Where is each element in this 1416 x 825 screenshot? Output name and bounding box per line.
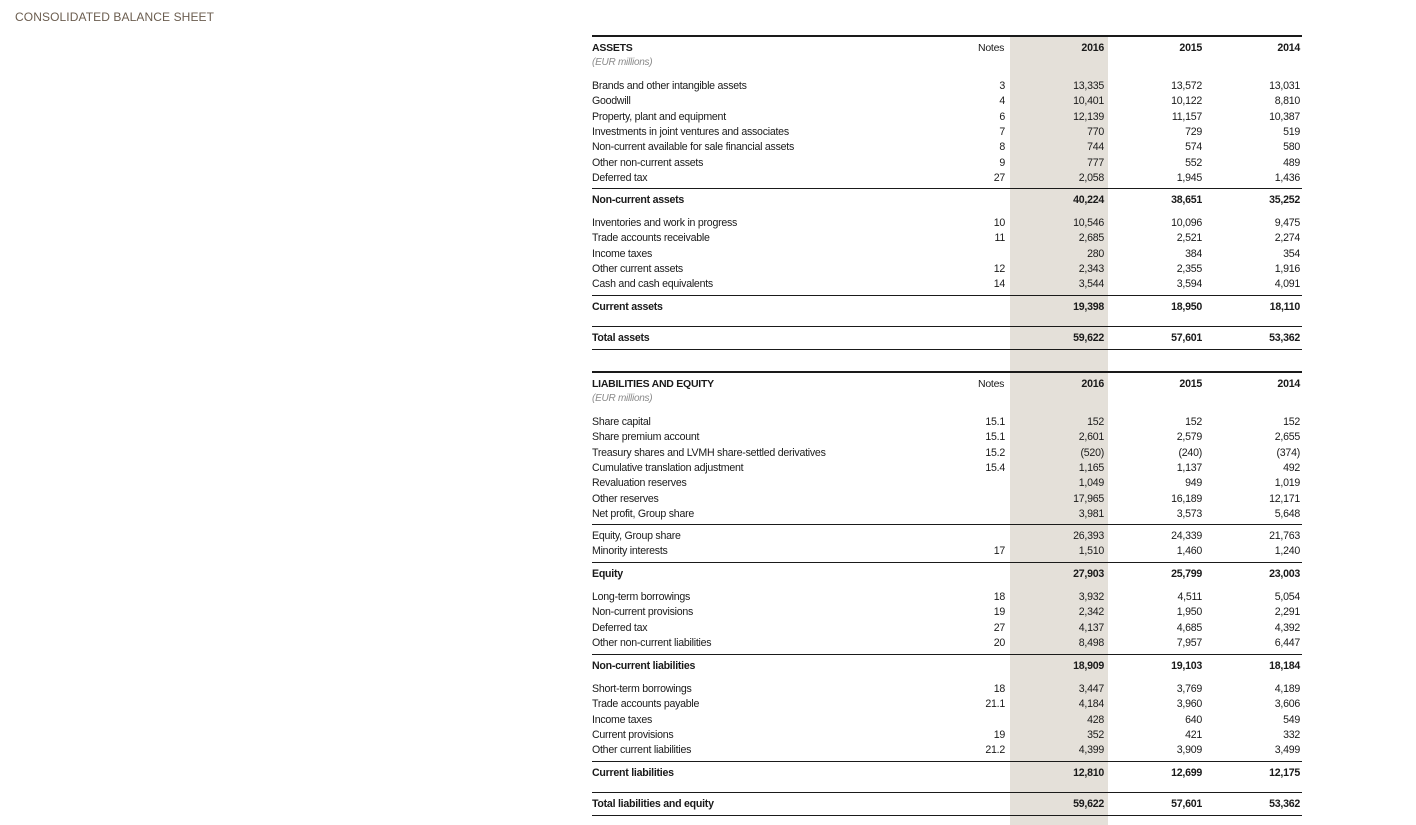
value-2015: 152: [1185, 416, 1202, 428]
value-2014: 4,392: [1274, 622, 1300, 634]
row-label: Non-current assets: [592, 194, 685, 206]
value-2015: 3,594: [1176, 278, 1202, 290]
page-title: CONSOLIDATED BALANCE SHEET: [15, 10, 215, 24]
value-2014: 2,291: [1274, 606, 1300, 618]
table-row: [592, 446, 1302, 461]
value-2014: 580: [1283, 141, 1300, 153]
value-2015: 38,651: [1171, 194, 1202, 206]
assets-header: [592, 42, 1302, 56]
row-label: Current liabilities: [592, 767, 674, 779]
liabilities-header: [592, 378, 1302, 392]
row-note: 12: [993, 263, 1005, 275]
value-2015: 57,601: [1171, 798, 1202, 810]
value-2014: 8,810: [1274, 95, 1300, 107]
row-note: 19: [993, 729, 1005, 741]
row-note: 9: [999, 157, 1005, 169]
value-2014: 3,499: [1274, 744, 1300, 756]
value-2016: 4,137: [1078, 622, 1104, 634]
value-2014: 5,054: [1274, 591, 1300, 603]
value-2016: 17,965: [1073, 493, 1104, 505]
value-2015: 16,189: [1171, 493, 1202, 505]
value-2016: 3,447: [1078, 683, 1104, 695]
row-note: 7: [999, 126, 1005, 138]
row-note: 18: [993, 591, 1005, 603]
value-2016: 777: [1087, 157, 1104, 169]
row-label: Inventories and work in progress: [592, 217, 738, 229]
divider: [592, 326, 1302, 327]
value-2015: 24,339: [1171, 530, 1202, 542]
value-2014: 5,648: [1274, 508, 1300, 520]
value-2014: 354: [1283, 248, 1300, 260]
total-row: [592, 797, 1302, 812]
value-2015: 19,103: [1171, 660, 1202, 672]
value-2016: 13,335: [1073, 80, 1104, 92]
row-label: Short-term borrowings: [592, 683, 692, 695]
value-2015: 25,799: [1171, 568, 1202, 580]
row-label: Share capital: [592, 416, 651, 428]
value-2014: 2,274: [1274, 232, 1300, 244]
value-2015: 10,096: [1171, 217, 1202, 229]
value-2016: 1,510: [1078, 545, 1104, 557]
row-label: Other non-current liabilities: [592, 637, 712, 649]
row-label: Current provisions: [592, 729, 674, 741]
table-row: [592, 277, 1302, 292]
value-2015: 421: [1185, 729, 1202, 741]
row-label: Other non-current assets: [592, 157, 704, 169]
value-2014: 53,362: [1269, 798, 1300, 810]
value-2015: 57,601: [1171, 332, 1202, 344]
value-2016: 2,601: [1078, 431, 1104, 443]
value-2014: 3,606: [1274, 698, 1300, 710]
value-2015: 574: [1185, 141, 1202, 153]
table-row: [592, 476, 1302, 491]
row-label: Total liabilities and equity: [592, 798, 714, 810]
divider: [592, 35, 1302, 37]
table-row: [592, 262, 1302, 277]
row-note: 27: [993, 622, 1005, 634]
value-2016: 2,058: [1078, 172, 1104, 184]
row-label: Minority interests: [592, 545, 668, 557]
table-row: [592, 231, 1302, 246]
notes-column-label: Notes: [978, 42, 1005, 54]
row-label: Income taxes: [592, 248, 653, 260]
value-2014: 1,916: [1274, 263, 1300, 275]
value-2014: 10,387: [1269, 111, 1300, 123]
row-label: Share premium account: [592, 431, 700, 443]
value-2016: 12,810: [1073, 767, 1104, 779]
table-row: [592, 605, 1302, 620]
value-2016: 26,393: [1073, 530, 1104, 542]
year-2016-label: 2016: [1081, 42, 1104, 54]
row-note: 21.1: [985, 698, 1005, 710]
total-row: [592, 659, 1302, 674]
table-row: [592, 507, 1302, 522]
row-note: 19: [993, 606, 1005, 618]
row-note: 8: [999, 141, 1005, 153]
value-2015: 552: [1185, 157, 1202, 169]
table-row: [592, 79, 1302, 94]
value-2015: 640: [1185, 714, 1202, 726]
value-2014: 332: [1283, 729, 1300, 741]
value-2016: 2,342: [1078, 606, 1104, 618]
row-label: Deferred tax: [592, 622, 648, 634]
value-2016: 152: [1087, 416, 1104, 428]
value-2015: 3,960: [1176, 698, 1202, 710]
row-label: Income taxes: [592, 714, 653, 726]
row-label: Cumulative translation adjustment: [592, 462, 744, 474]
row-note: 10: [993, 217, 1005, 229]
row-note: 21.2: [985, 744, 1005, 756]
table-row: [592, 216, 1302, 231]
row-label: Property, plant and equipment: [592, 111, 726, 123]
value-2016: 10,546: [1073, 217, 1104, 229]
divider: [592, 349, 1302, 350]
table-row: [592, 590, 1302, 605]
table-row: [592, 713, 1302, 728]
divider: [592, 188, 1302, 189]
value-2015: 3,769: [1176, 683, 1202, 695]
value-2014: 12,175: [1269, 767, 1300, 779]
total-row: [592, 331, 1302, 346]
value-2014: (374): [1276, 447, 1300, 459]
value-2015: (240): [1178, 447, 1202, 459]
value-2016: 19,398: [1073, 301, 1104, 313]
value-2014: 18,184: [1269, 660, 1300, 672]
value-2014: 21,763: [1269, 530, 1300, 542]
value-2015: 7,957: [1176, 637, 1202, 649]
table-row: [592, 415, 1302, 430]
row-note: 4: [999, 95, 1005, 107]
divider: [592, 371, 1302, 373]
value-2015: 729: [1185, 126, 1202, 138]
value-2015: 11,157: [1171, 111, 1202, 123]
divider: [592, 524, 1302, 525]
table-row: [592, 529, 1302, 544]
row-label: Other current assets: [592, 263, 683, 275]
value-2014: 53,362: [1269, 332, 1300, 344]
row-label: Investments in joint ventures and associates: [592, 126, 789, 138]
table-row: [592, 697, 1302, 712]
table-row: [592, 743, 1302, 758]
value-2016: 27,903: [1073, 568, 1104, 580]
value-2016: 352: [1087, 729, 1104, 741]
value-2016: 4,184: [1078, 698, 1104, 710]
row-label: Trade accounts payable: [592, 698, 700, 710]
value-2016: 8,498: [1078, 637, 1104, 649]
table-row: [592, 636, 1302, 651]
table-row: [592, 544, 1302, 559]
divider: [592, 295, 1302, 296]
year-2015-label: 2015: [1179, 42, 1202, 54]
row-note: 11: [994, 232, 1005, 244]
value-2015: 4,685: [1176, 622, 1202, 634]
value-2016: 3,932: [1078, 591, 1104, 603]
value-2014: 489: [1283, 157, 1300, 169]
assets-heading: ASSETS: [592, 42, 633, 54]
notes-column-label: Notes: [978, 378, 1005, 390]
value-2016: 2,685: [1078, 232, 1104, 244]
value-2016: 1,049: [1078, 477, 1104, 489]
table-row: [592, 728, 1302, 743]
row-label: Non-current liabilities: [592, 660, 696, 672]
value-2015: 2,579: [1176, 431, 1202, 443]
value-2016: 59,622: [1073, 332, 1104, 344]
table-row: [592, 682, 1302, 697]
table-row: [592, 621, 1302, 636]
value-2016: (520): [1080, 447, 1104, 459]
value-2015: 1,945: [1176, 172, 1202, 184]
value-2016: 59,622: [1073, 798, 1104, 810]
value-2016: 280: [1087, 248, 1104, 260]
value-2014: 18,110: [1269, 301, 1300, 313]
row-label: Trade accounts receivable: [592, 232, 710, 244]
value-2015: 12,699: [1171, 767, 1202, 779]
table-row: [592, 171, 1302, 186]
total-row: [592, 567, 1302, 582]
row-note: 6: [999, 111, 1005, 123]
value-2016: 40,224: [1073, 194, 1104, 206]
year-2016-label: 2016: [1081, 378, 1104, 390]
value-2014: 1,240: [1274, 545, 1300, 557]
liabilities-heading: LIABILITIES AND EQUITY: [592, 378, 714, 390]
year-2014-label: 2014: [1277, 42, 1300, 54]
value-2015: 4,511: [1177, 591, 1202, 603]
value-2015: 13,572: [1171, 80, 1202, 92]
value-2014: 12,171: [1269, 493, 1300, 505]
row-note: 15.1: [985, 416, 1005, 428]
value-2014: 4,189: [1274, 683, 1300, 695]
value-2015: 949: [1185, 477, 1202, 489]
unit-label: (EUR millions): [592, 57, 653, 68]
row-label: Treasury shares and LVMH share-settled derivatives: [592, 447, 826, 459]
divider: [592, 654, 1302, 655]
total-row: [592, 300, 1302, 315]
row-note: 14: [993, 278, 1005, 290]
table-row: [592, 492, 1302, 507]
row-label: Non-current provisions: [592, 606, 694, 618]
row-note: 17: [993, 545, 1005, 557]
row-label: Brands and other intangible assets: [592, 80, 747, 92]
table-row: [592, 461, 1302, 476]
table-row: [592, 110, 1302, 125]
table-row: [592, 247, 1302, 262]
row-label: Revaluation reserves: [592, 477, 687, 489]
row-note: 20: [993, 637, 1005, 649]
row-label: Goodwill: [592, 95, 631, 107]
balance-sheet: [592, 35, 1302, 825]
total-row: [592, 766, 1302, 781]
value-2016: 18,909: [1073, 660, 1104, 672]
value-2014: 35,252: [1269, 194, 1300, 206]
table-row: [592, 125, 1302, 140]
value-2014: 1,436: [1274, 172, 1300, 184]
value-2014: 492: [1283, 462, 1300, 474]
row-label: Total assets: [592, 332, 650, 344]
row-label: Long-term borrowings: [592, 591, 691, 603]
value-2015: 2,521: [1176, 232, 1202, 244]
value-2014: 1,019: [1274, 477, 1300, 489]
value-2016: 10,401: [1073, 95, 1104, 107]
row-label: Current assets: [592, 301, 663, 313]
divider: [592, 815, 1302, 816]
row-note: 15.1: [985, 431, 1005, 443]
value-2015: 1,950: [1176, 606, 1202, 618]
value-2015: 1,460: [1176, 545, 1202, 557]
value-2016: 4,399: [1078, 744, 1104, 756]
table-row: [592, 156, 1302, 171]
value-2015: 18,950: [1171, 301, 1202, 313]
value-2014: 4,091: [1274, 278, 1300, 290]
table-row: [592, 140, 1302, 155]
row-label: Non-current available for sale financial assets: [592, 141, 794, 153]
value-2014: 519: [1283, 126, 1300, 138]
value-2014: 13,031: [1269, 80, 1300, 92]
value-2016: 744: [1087, 141, 1104, 153]
divider: [592, 792, 1302, 793]
divider: [592, 761, 1302, 762]
table-row: [592, 94, 1302, 109]
divider: [592, 562, 1302, 563]
value-2016: 12,139: [1073, 111, 1104, 123]
value-2014: 6,447: [1274, 637, 1300, 649]
row-label: Other reserves: [592, 493, 659, 505]
unit-label: (EUR millions): [592, 393, 653, 404]
value-2014: 2,655: [1274, 431, 1300, 443]
value-2015: 1,137: [1176, 462, 1202, 474]
value-2016: 1,165: [1078, 462, 1104, 474]
row-label: Other current liabilities: [592, 744, 692, 756]
value-2014: 152: [1283, 416, 1300, 428]
year-2014-label: 2014: [1277, 378, 1300, 390]
row-note: 15.2: [985, 447, 1005, 459]
year-2015-label: 2015: [1179, 378, 1202, 390]
row-label: Deferred tax: [592, 172, 648, 184]
value-2016: 3,544: [1078, 278, 1104, 290]
value-2016: 770: [1087, 126, 1104, 138]
value-2016: 2,343: [1078, 263, 1104, 275]
row-note: 18: [993, 683, 1005, 695]
value-2015: 10,122: [1171, 95, 1202, 107]
row-note: 27: [993, 172, 1005, 184]
value-2014: 23,003: [1269, 568, 1300, 580]
value-2016: 3,981: [1078, 508, 1104, 520]
value-2015: 3,573: [1176, 508, 1202, 520]
value-2015: 3,909: [1176, 744, 1202, 756]
row-label: Equity, Group share: [592, 530, 681, 542]
row-note: 3: [999, 80, 1005, 92]
value-2014: 549: [1283, 714, 1300, 726]
total-row: [592, 193, 1302, 208]
value-2015: 384: [1185, 248, 1202, 260]
value-2015: 2,355: [1176, 263, 1202, 275]
row-label: Cash and cash equivalents: [592, 278, 713, 290]
row-note: 15.4: [985, 462, 1005, 474]
row-label: Net profit, Group share: [592, 508, 695, 520]
value-2016: 428: [1087, 714, 1104, 726]
value-2014: 9,475: [1274, 217, 1300, 229]
row-label: Equity: [592, 568, 623, 580]
table-row: [592, 430, 1302, 445]
